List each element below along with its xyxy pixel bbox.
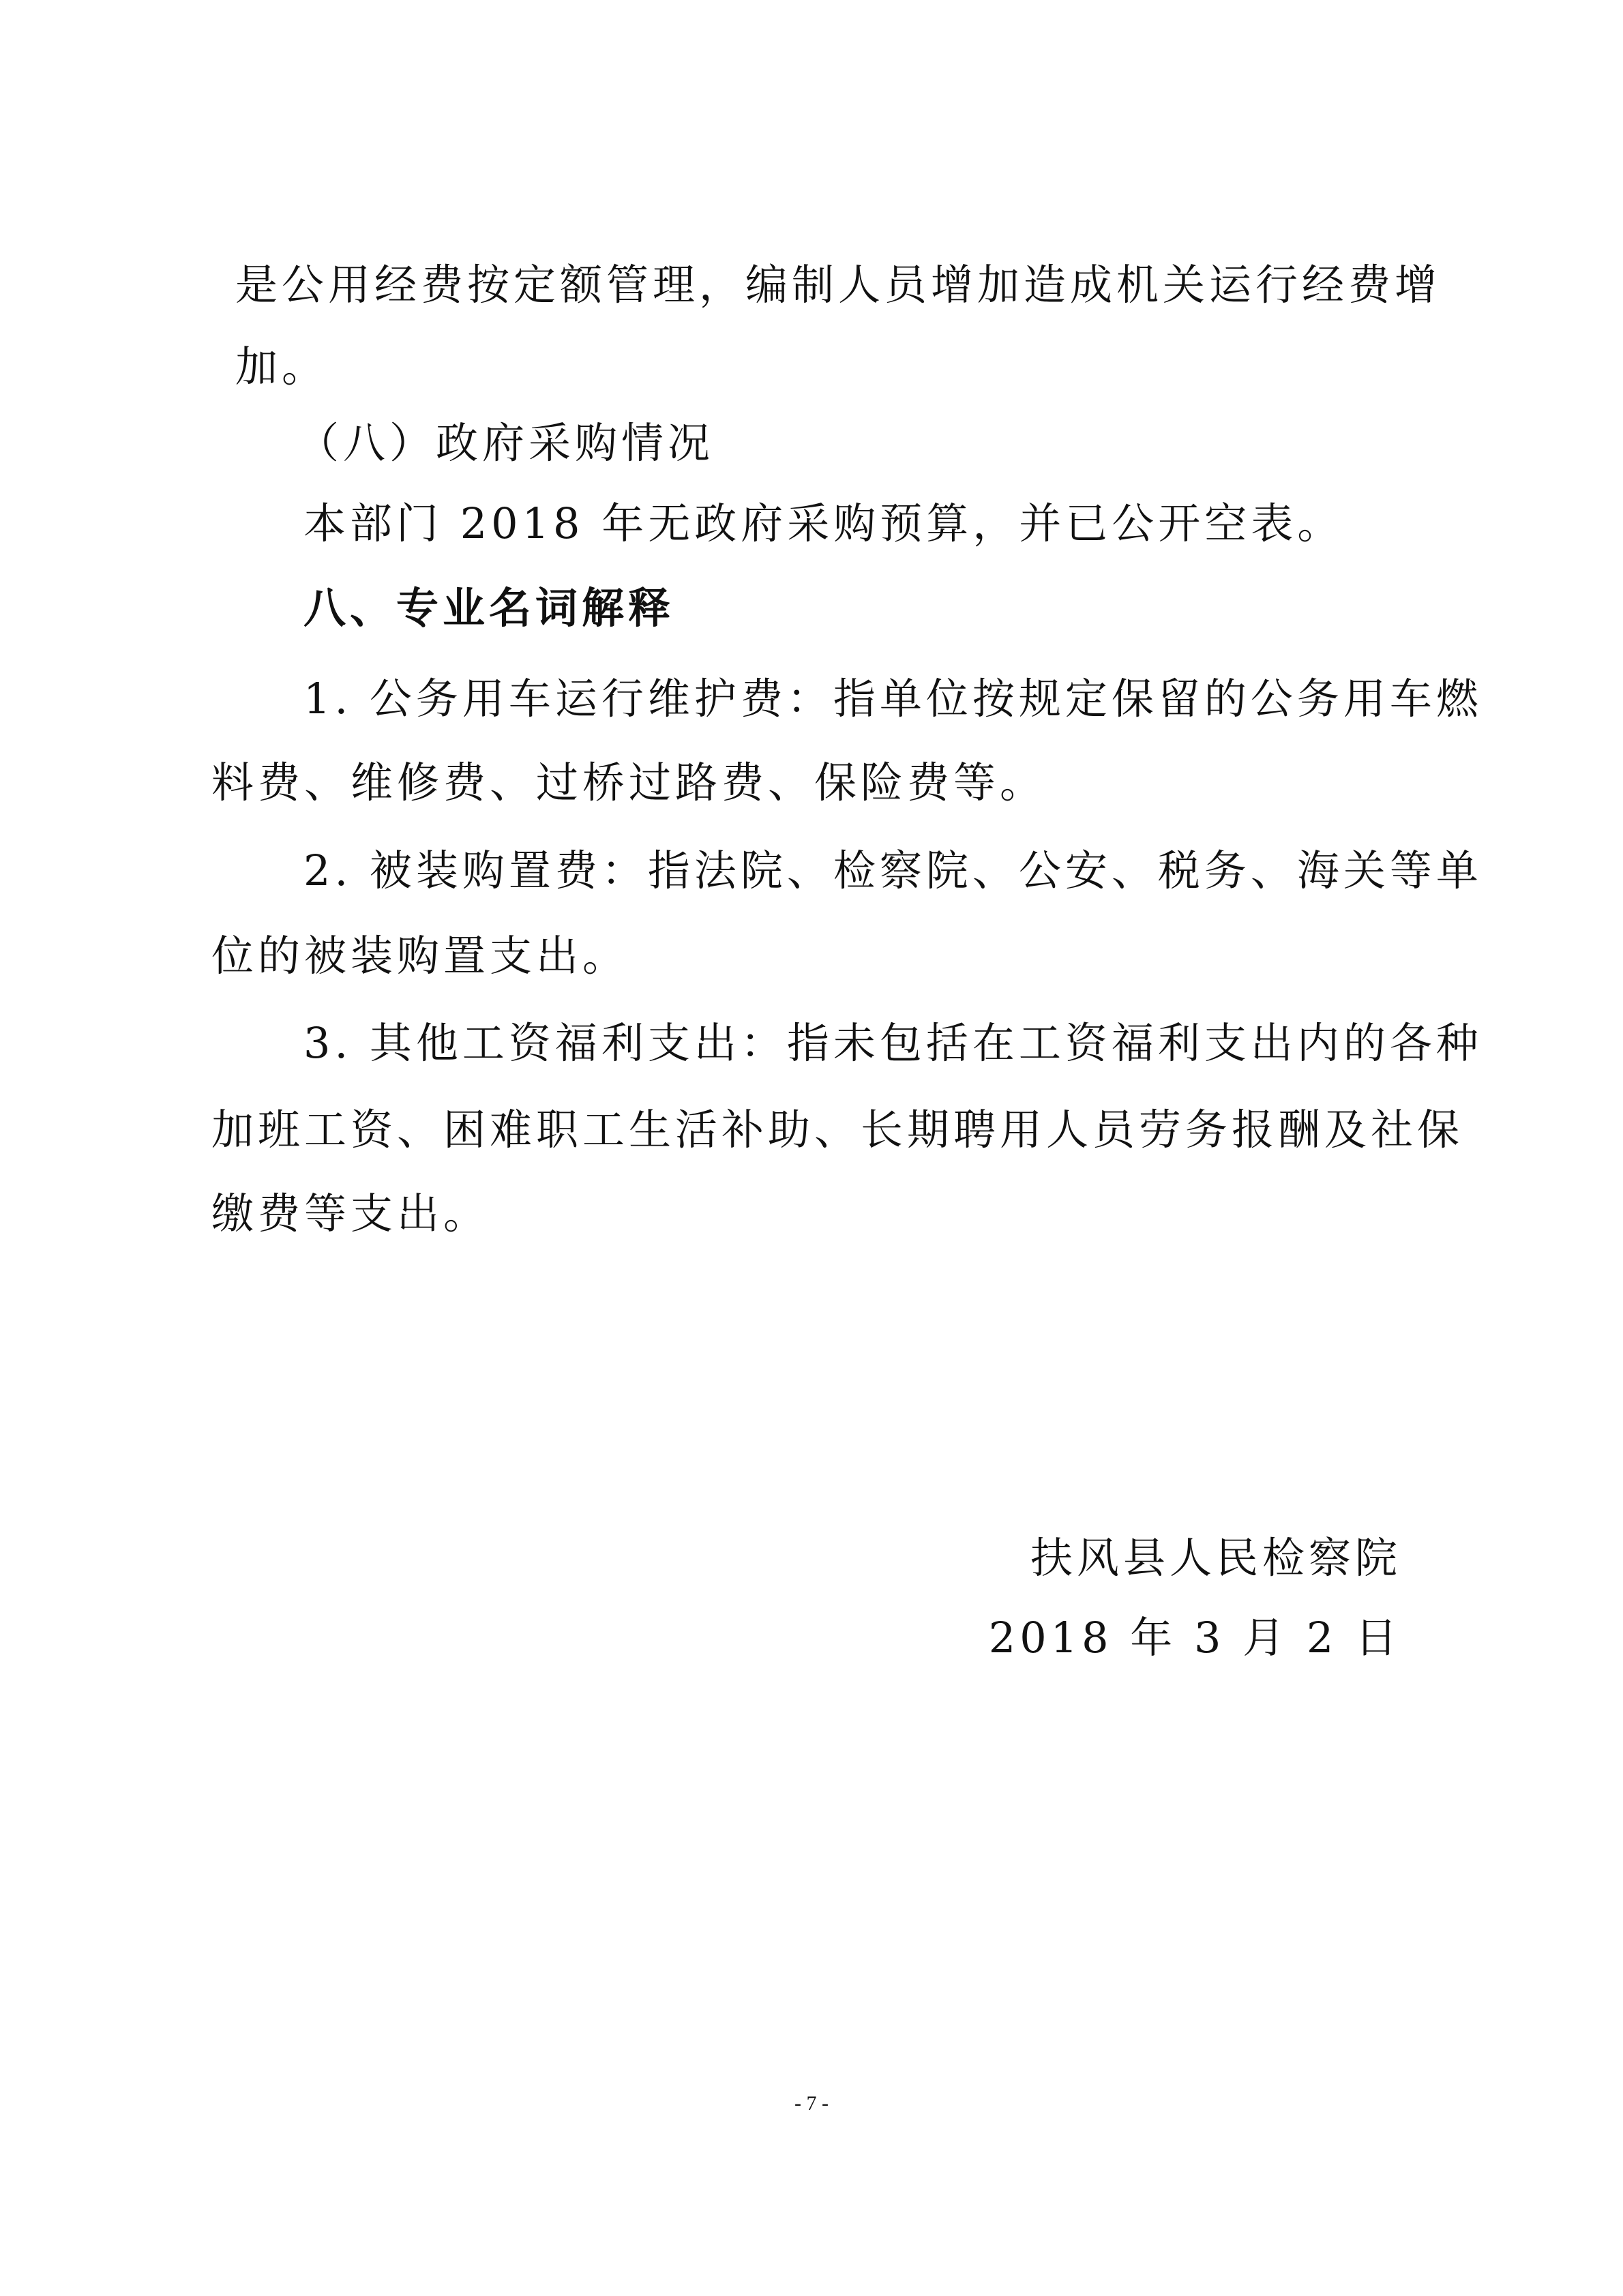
body-text-line: 2. 被装购置费：指法院、检察院、公安、税务、海关等单 <box>303 846 1483 895</box>
body-text-line: 料费、维修费、过桥过路费、保险费等。 <box>211 758 1047 807</box>
body-text-line: 1. 公务用车运行维护费：指单位按规定保留的公务用车燃 <box>303 674 1483 724</box>
signature-organization: 扶风县人民检察院 <box>1030 1533 1401 1583</box>
page-number: - 7 - <box>794 2092 829 2115</box>
body-text-line: 加班工资、困难职工生活补助、长期聘用人员劳务报酬及社保 <box>211 1105 1464 1154</box>
body-text-line: 缴费等支出。 <box>211 1189 490 1238</box>
body-text-line: 是公用经费按定额管理，编制人员增加造成机关运行经费增 <box>235 260 1442 310</box>
body-text-line: 3. 其他工资福利支出：指未包括在工资福利支出内的各种 <box>303 1018 1483 1068</box>
body-text-line: 位的被装购置支出。 <box>211 931 629 981</box>
body-text-line: 加。 <box>235 342 329 391</box>
signature-date: 2018 年 3 月 2 日 <box>988 1613 1401 1663</box>
body-text-line: 本部门 2018 年无政府采购预算，并已公开空表。 <box>303 498 1344 548</box>
sub-heading: （八）政府采购情况 <box>297 418 715 468</box>
section-heading: 八、专业名词解释 <box>303 583 675 633</box>
